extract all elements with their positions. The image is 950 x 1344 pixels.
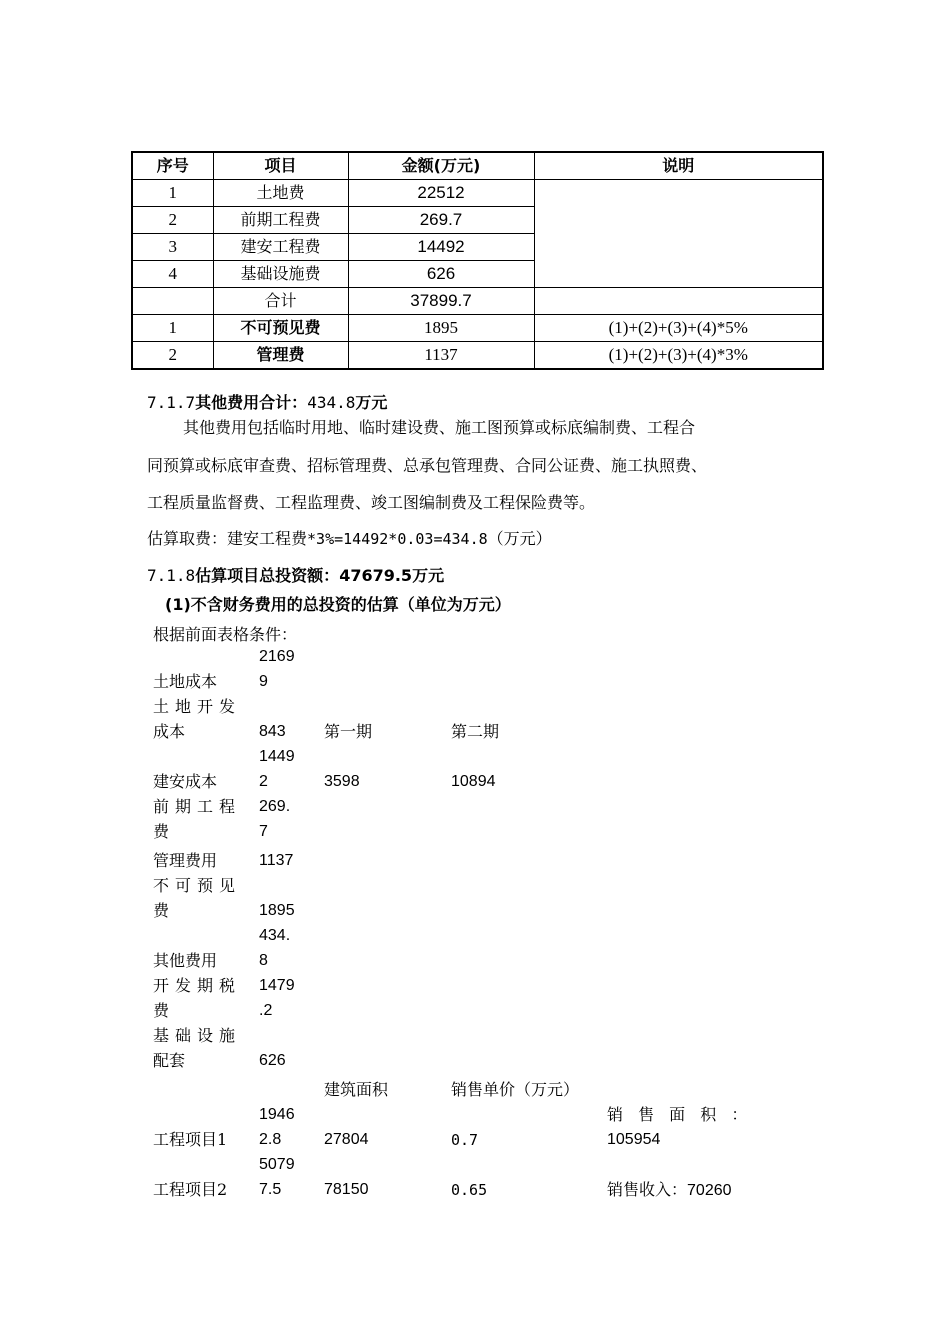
proj1-price: 0.7: [451, 1131, 479, 1149]
row-amount: 269.7: [348, 207, 534, 234]
unforeseen-value: 1895: [259, 902, 295, 919]
land-value-top: 2169: [259, 648, 295, 665]
build-value-bottom: 2: [259, 773, 268, 790]
phase2-header: 第二期: [451, 722, 500, 741]
section-value: 47679.5: [339, 566, 413, 585]
tax-value-bottom: .2: [259, 1002, 273, 1019]
build-phase1: 3598: [324, 773, 360, 790]
sales-income-label: 销售收入：: [607, 1180, 688, 1199]
pre-label-top: 前期工程: [153, 797, 242, 816]
section-number: 7.1.7: [147, 393, 196, 412]
price-header: 销售单价（万元）: [451, 1080, 580, 1099]
paragraph-line: 同预算或标底审查费、招标管理费、总承包管理费、合同公证费、施工执照费、: [147, 456, 708, 475]
build-value-top: 1449: [259, 748, 295, 765]
row-item: 不可预见费: [213, 315, 348, 342]
pre-label-bottom: 费: [153, 822, 170, 841]
row-no: 1: [132, 315, 213, 342]
estimate-unit: （万元）: [487, 529, 552, 548]
proj2-value-top: 5079: [259, 1156, 295, 1173]
tax-value-top: 1479: [259, 977, 295, 994]
intro-line: 根据前面表格条件：: [153, 625, 298, 644]
row-amount: 1137: [348, 342, 534, 370]
section-unit: 万元: [412, 566, 445, 585]
paragraph-line: 工程质量监督费、工程监理费、竣工图编制费及工程保险费等。: [147, 493, 596, 512]
header-note: 说明: [534, 152, 823, 180]
row-amount: 37899.7: [348, 288, 534, 315]
unforeseen-label-bottom: 费: [153, 901, 170, 920]
dev-value: 843: [259, 723, 286, 740]
row-item: 建安工程费: [213, 234, 348, 261]
pre-value-bottom: 7: [259, 823, 268, 840]
section-718-heading: [147, 563, 444, 586]
subsection-number: (1): [165, 595, 191, 614]
table-row: [132, 315, 823, 342]
dev-label-bottom: 成本: [153, 722, 186, 741]
row-no: 1: [132, 180, 213, 207]
table-row-total: [132, 288, 823, 315]
build-label: 建安成本: [153, 772, 218, 791]
row-item: 基础设施费: [213, 261, 348, 288]
infra-label-top: 基础设施: [153, 1026, 242, 1045]
sales-income: [607, 1180, 732, 1201]
row-note: [534, 288, 823, 315]
row-note: (1)+(2)+(3)+(4)*3%: [534, 342, 823, 370]
row-amount: 14492: [348, 234, 534, 261]
land-value-bottom: 9: [259, 673, 268, 690]
land-label: 土地成本: [153, 672, 218, 691]
proj2-price: 0.65: [451, 1181, 488, 1199]
section-717-heading: [147, 390, 387, 413]
estimate-label: 估算取费：建安工程费: [147, 529, 308, 548]
section-number: 7.1.8: [147, 566, 196, 585]
tax-label-top: 开发期税: [153, 976, 242, 995]
proj1-label: 工程项目1: [153, 1130, 228, 1149]
section-value: 434.8: [307, 393, 356, 412]
unforeseen-label-top: 不可预见: [153, 876, 242, 895]
subsection-heading: [165, 592, 511, 615]
other-label: 其他费用: [153, 951, 218, 970]
dev-label-top: 土地开发: [153, 697, 242, 716]
infra-label-bottom: 配套: [153, 1051, 186, 1070]
header-no: 序号: [132, 152, 213, 180]
sales-area-label: 销 售 面 积 ：: [607, 1105, 753, 1124]
proj2-value-bottom: 7.5: [259, 1181, 282, 1198]
row-item: 土地费: [213, 180, 348, 207]
sales-area-value: 105954: [607, 1131, 661, 1148]
row-item: 管理费: [213, 342, 348, 370]
row-amount: 22512: [348, 180, 534, 207]
row-no: 4: [132, 261, 213, 288]
row-item: 前期工程费: [213, 207, 348, 234]
sales-income-value: 70260: [687, 1182, 732, 1199]
infra-value: 626: [259, 1052, 286, 1069]
mgmt-value: 1137: [259, 852, 294, 869]
tax-label-bottom: 费: [153, 1001, 170, 1020]
row-note-merged: [534, 180, 823, 288]
header-amount: 金额(万元): [348, 152, 534, 180]
estimate-formula: *3%=14492*0.03=434.8: [307, 530, 488, 548]
row-note: (1)+(2)+(3)+(4)*5%: [534, 315, 823, 342]
section-title: 其他费用合计：: [195, 393, 308, 412]
build-phase2: 10894: [451, 773, 496, 790]
subsection-title: 不含财务费用的总投资的估算（单位为万元）: [190, 595, 511, 614]
paragraph-line: 其他费用包括临时用地、临时建设费、施工图预算或标底编制费、工程合: [183, 418, 696, 437]
proj2-label: 工程项目2: [153, 1180, 228, 1199]
row-no: 3: [132, 234, 213, 261]
table-header-row: [132, 152, 823, 180]
proj2-area: 78150: [324, 1181, 369, 1198]
phase1-header: 第一期: [324, 722, 373, 741]
proj1-value-bottom: 2.8: [259, 1131, 282, 1148]
row-no: [132, 288, 213, 315]
row-amount: 626: [348, 261, 534, 288]
section-title: 估算项目总投资额：: [195, 566, 340, 585]
row-amount: 1895: [348, 315, 534, 342]
other-value-top: 434.: [259, 927, 291, 944]
row-item: 合计: [213, 288, 348, 315]
proj1-area: 27804: [324, 1131, 369, 1148]
table-row: [132, 180, 823, 207]
header-item: 项目: [213, 152, 348, 180]
mgmt-label: 管理费用: [153, 851, 218, 870]
pre-value-top: 269.: [259, 798, 291, 815]
other-value-bottom: 8: [259, 952, 268, 969]
row-no: 2: [132, 342, 213, 370]
table-row: [132, 342, 823, 370]
section-unit: 万元: [355, 393, 388, 412]
cost-table: [131, 151, 824, 370]
area-header: 建筑面积: [324, 1080, 389, 1099]
proj1-value-top: 1946: [259, 1106, 295, 1123]
estimate-line: [147, 526, 552, 549]
row-no: 2: [132, 207, 213, 234]
